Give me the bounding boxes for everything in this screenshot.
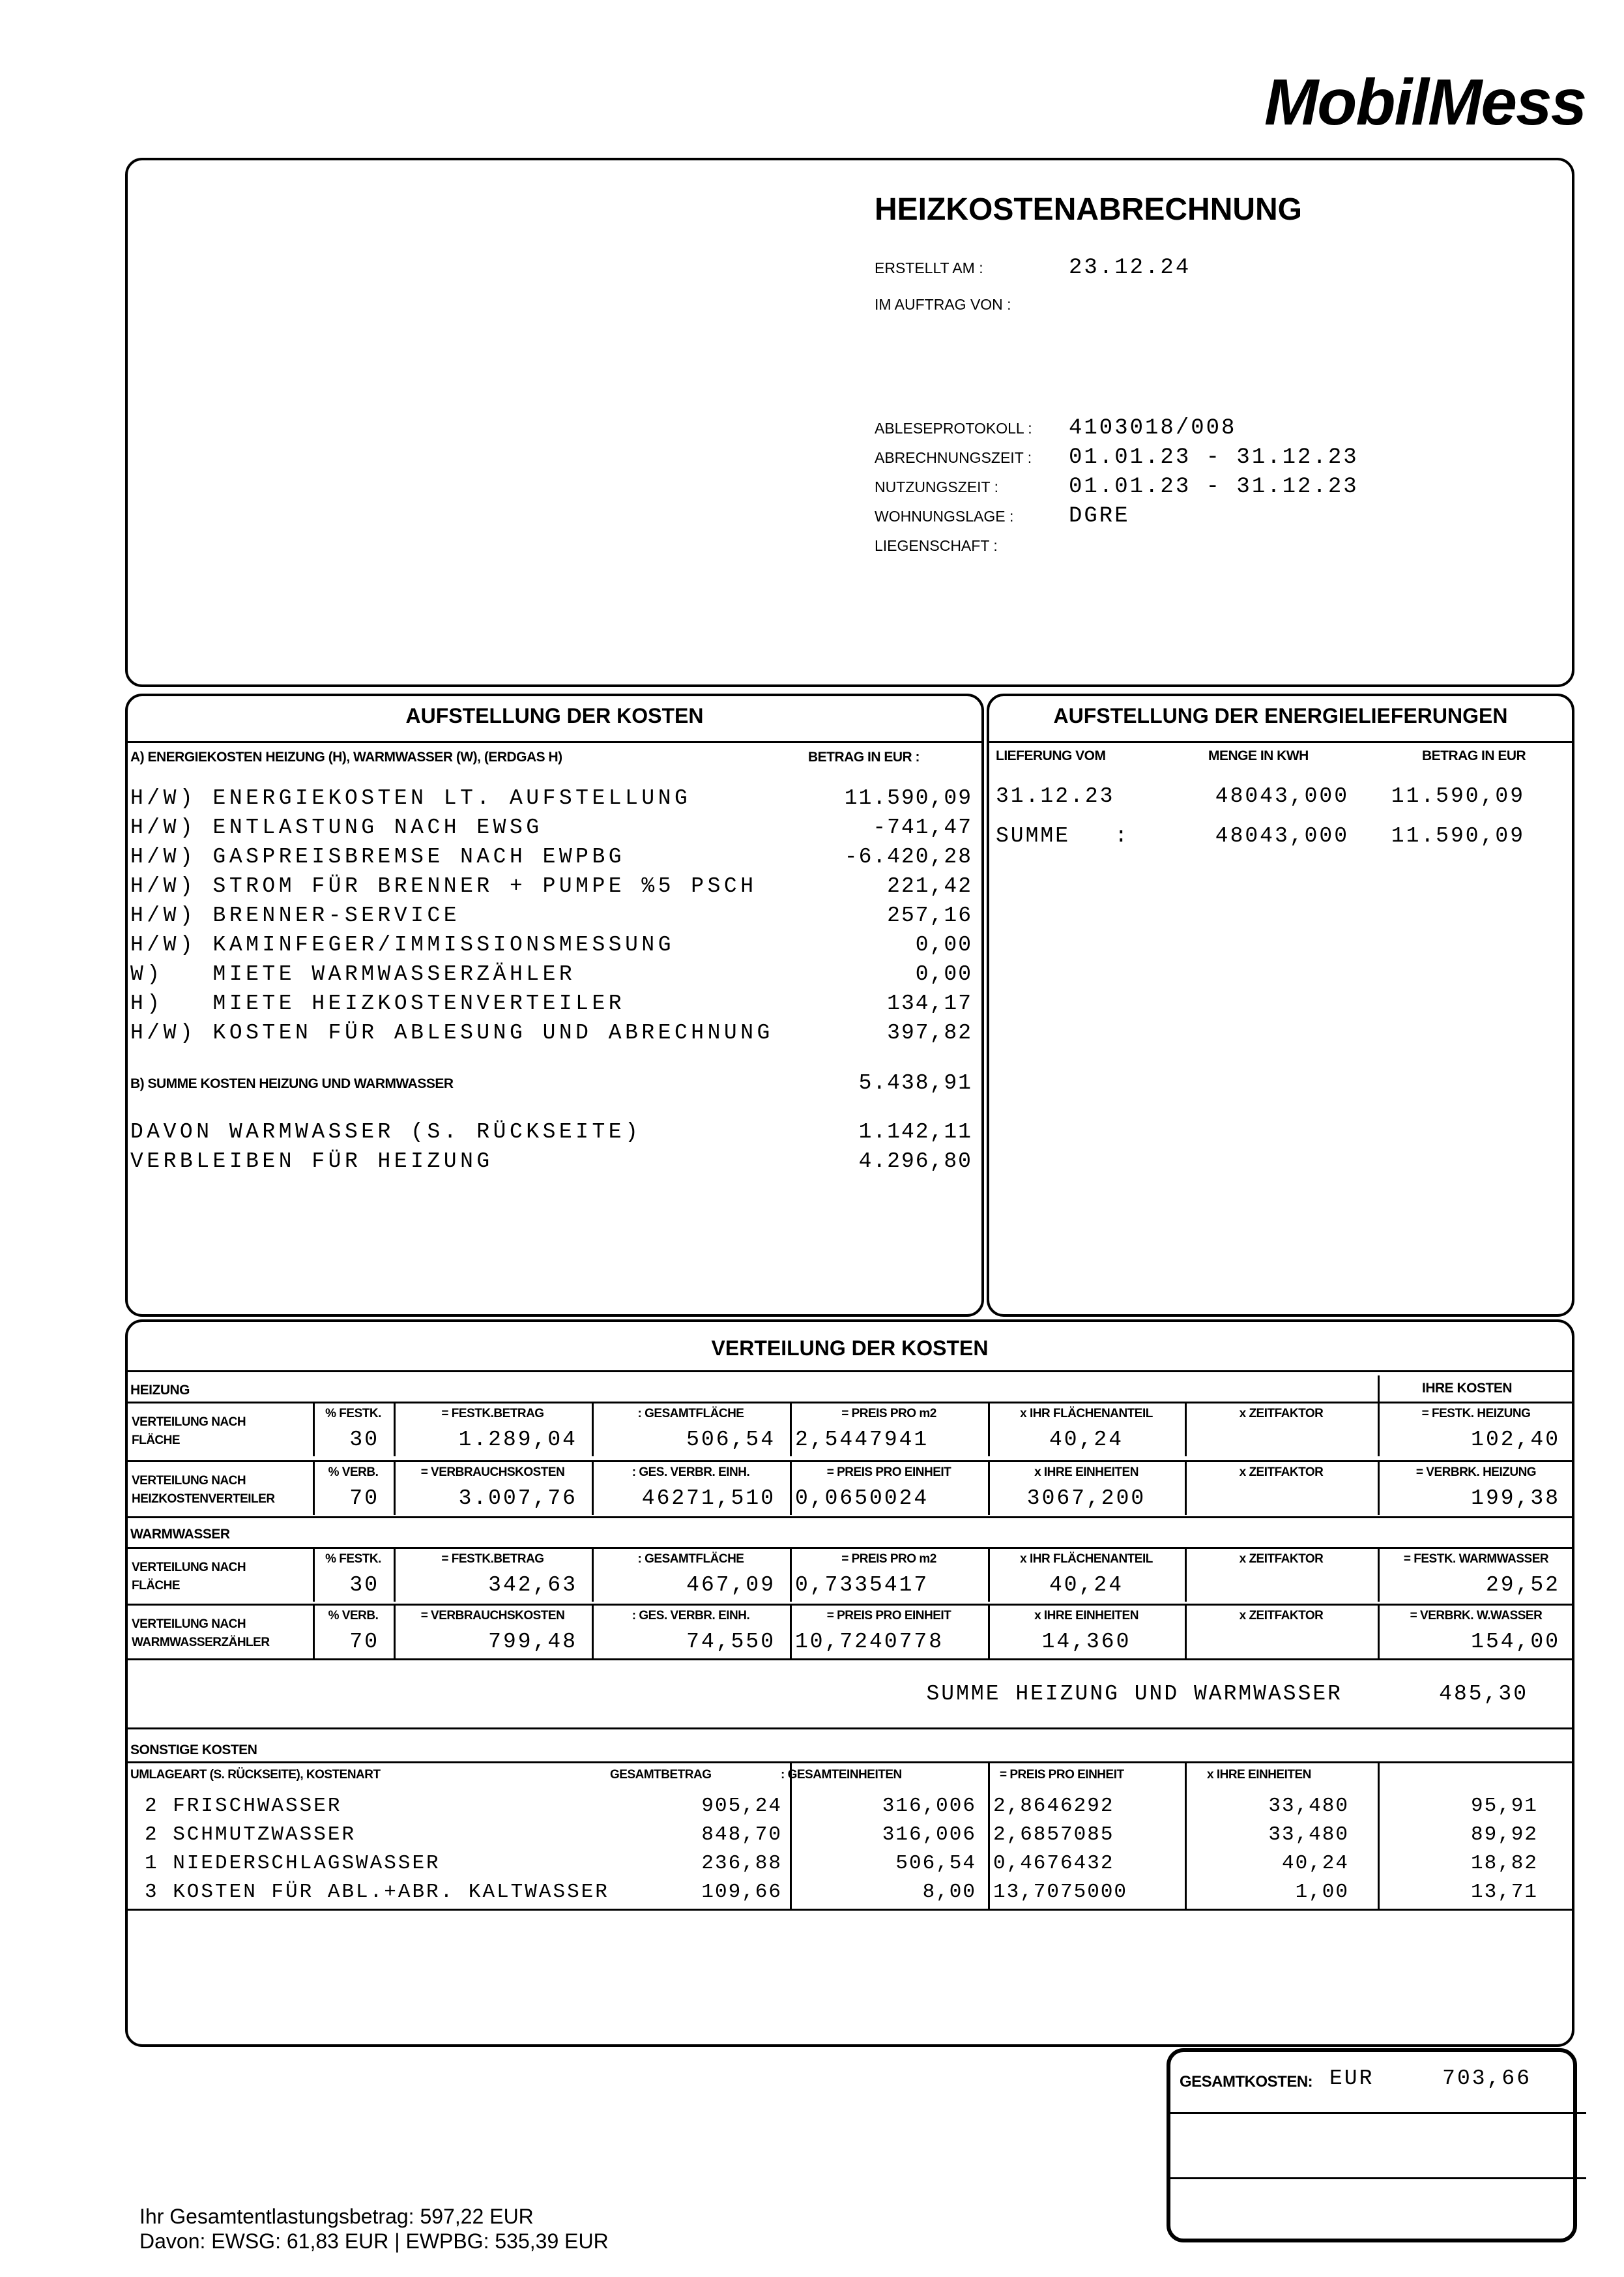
sonstige-preis: 2,8646292 (993, 1795, 1114, 1817)
energie-title: AUFSTELLUNG DER ENERGIELIEFERUNGEN (1053, 704, 1508, 727)
grid-rule (128, 1604, 1574, 1606)
kosten-item-value: 134,17 (887, 992, 972, 1016)
verteilung-value: 70 (349, 1630, 379, 1654)
umlage-heading: UMLAGEART (S. RÜCKSEITE), KOSTENART (130, 1768, 381, 1782)
verteilung-value: 40,24 (1049, 1573, 1124, 1597)
verteilung-row-label (132, 1472, 308, 1508)
gesamteinheiten-heading: : GESAMTEINHEITEN (781, 1768, 902, 1782)
verteilung-col-head: x ZEITFAKTOR (1239, 1407, 1324, 1420)
verteilung-value: 102,40 (1471, 1428, 1560, 1452)
kosten-item-label: H/W) KOSTEN FÜR ABLESUNG UND ABRECHNUNG (130, 1021, 774, 1045)
verteilung-value: 342,63 (488, 1573, 577, 1597)
verteilung-col-head: % FESTK. (325, 1407, 381, 1420)
verbleib-value: 4.296,80 (858, 1149, 972, 1173)
sonstige-divider (1185, 1761, 1187, 1910)
sonstige-kosten: 13,71 (1470, 1881, 1538, 1903)
sonstige-divider (1378, 1761, 1380, 1910)
verteilung-row-label (132, 1615, 308, 1652)
liegenschaft-label: LIEGENSCHAFT : (875, 537, 998, 554)
erstellt-value: 23.12.24 (1069, 256, 1191, 280)
lieferung-heading: LIEFERUNG VOM (996, 748, 1106, 763)
verteilung-value: 14,360 (1041, 1630, 1131, 1654)
brand-logo: MobilMess (1264, 66, 1586, 139)
sonstige-preis: 0,4676432 (993, 1852, 1114, 1875)
erstellt-label: ERSTELLT AM : (875, 259, 983, 276)
kosten-item-value: 0,00 (915, 933, 972, 957)
gesamt-rule-1 (1169, 2112, 1586, 2114)
energie-title-rule (989, 741, 1572, 743)
verteilung-col-head: % FESTK. (325, 1552, 381, 1566)
grid-rule (128, 1547, 1574, 1549)
verbleib-label: VERBLEIBEN FÜR HEIZUNG (130, 1149, 493, 1173)
kosten-item-value: 0,00 (915, 962, 972, 986)
warmwasser-heading: WARMWASSER (130, 1527, 230, 1542)
verteilung-value: 154,00 (1471, 1630, 1560, 1654)
verteilung-label-line1: VERTEILUNG NACH (132, 1617, 246, 1631)
sonstige-einheiten: 316,006 (882, 1795, 976, 1817)
verteilung-col-head: = FESTK. HEIZUNG (1421, 1407, 1531, 1420)
verteilung-title: VERTEILUNG DER KOSTEN (711, 1336, 989, 1360)
sonstige-preis: 2,6857085 (993, 1823, 1114, 1846)
section-a-heading: A) ENERGIEKOSTEN HEIZUNG (H), WARMWASSER (W), (ERDGAS H) (130, 750, 562, 765)
verteilung-value: 199,38 (1471, 1486, 1560, 1510)
verteilung-label-line2: FLÄCHE (132, 1579, 181, 1593)
verteilung-value: 799,48 (488, 1630, 577, 1654)
gesamt-label: GESAMTKOSTEN: (1180, 2073, 1313, 2091)
verteilung-value: 0,7335417 (795, 1573, 929, 1597)
verteilung-row-label (132, 1413, 308, 1450)
abrechnung-value: 01.01.23 - 31.12.23 (1069, 445, 1359, 470)
grid-rule (128, 1402, 1574, 1403)
menge-heading: MENGE IN KWH (1208, 748, 1309, 763)
kosten-item-value: 257,16 (887, 903, 972, 928)
ihre-einheiten-heading: x IHRE EINHEITEN (1207, 1768, 1311, 1782)
verteilung-col-head: = PREIS PRO m2 (841, 1407, 936, 1420)
kosten-item-label: H/W) ENTLASTUNG NACH EWSG (130, 815, 543, 840)
sonstige-einheiten: 506,54 (895, 1852, 976, 1875)
energie-date: 31.12.23 (996, 784, 1115, 808)
sonstige-item-label: 3 KOSTEN FÜR ABL.+ABR. KALTWASSER (145, 1881, 609, 1903)
verteilung-value: 2,5447941 (795, 1428, 929, 1452)
kosten-item-label: H/W) KAMINFEGER/IMMISSIONSMESSUNG (130, 933, 675, 957)
verteilung-label-line2: WARMWASSERZÄHLER (132, 1636, 270, 1649)
verteilung-col-head: = VERBRAUCHSKOSTEN (420, 1465, 565, 1479)
verteilung-value: 46271,510 (641, 1486, 776, 1510)
sonstige-ihre: 33,480 (1268, 1823, 1349, 1846)
verteilung-col-head: = PREIS PRO EINHEIT (826, 1609, 951, 1623)
energie-menge: 48043,000 (1215, 824, 1349, 848)
kosten-item-label: W) MIETE WARMWASSERZÄHLER (130, 962, 576, 986)
gesamt-value: 703,66 (1442, 2066, 1531, 2091)
kosten-title-rule (128, 741, 981, 743)
lage-label: WOHNUNGSLAGE : (875, 508, 1014, 525)
verteilung-col-head: = PREIS PRO m2 (841, 1552, 936, 1566)
betrag-eur-heading: BETRAG IN EUR (1422, 748, 1526, 763)
sonstige-kosten: 18,82 (1470, 1852, 1538, 1875)
verteilung-value: 0,0650024 (795, 1486, 929, 1510)
sonstige-kosten: 89,92 (1470, 1823, 1538, 1846)
sonstige-betrag: 109,66 (701, 1881, 782, 1903)
sonstige-item-label: 1 NIEDERSCHLAGSWASSER (145, 1852, 441, 1875)
verteilung-row-label (132, 1559, 308, 1595)
section-b-heading: B) SUMME KOSTEN HEIZUNG UND WARMWASSER (130, 1076, 454, 1091)
verteilung-value: 40,24 (1049, 1428, 1124, 1452)
sonstige-ihre: 40,24 (1281, 1852, 1349, 1875)
heizung-heading: HEIZUNG (130, 1383, 190, 1398)
footer-entlastung: Ihr Gesamtentlastungsbetrag: 597,22 EUR (139, 2205, 534, 2228)
sonstige-kosten: 95,91 (1470, 1795, 1538, 1817)
verteilung-col-head: x IHR FLÄCHENANTEIL (1020, 1407, 1153, 1420)
kosten-item-value: -741,47 (873, 815, 972, 840)
energie-menge: 48043,000 (1215, 784, 1349, 808)
sonstige-ihre: 1,00 (1295, 1881, 1349, 1903)
verteilung-value: 30 (349, 1428, 379, 1452)
betrag-heading: BETRAG IN EUR : (808, 750, 920, 765)
verteilung-col-head: x ZEITFAKTOR (1239, 1552, 1324, 1566)
gesamt-currency: EUR (1329, 2066, 1374, 2091)
kosten-item-label: H/W) ENERGIEKOSTEN LT. AUFSTELLUNG (130, 786, 691, 810)
sonstige-einheiten: 8,00 (922, 1881, 976, 1903)
kosten-item-value: -6.420,28 (844, 845, 972, 869)
energie-betrag: 11.590,09 (1391, 784, 1525, 808)
kosten-item-label: H/W) BRENNER-SERVICE (130, 903, 461, 928)
verteilung-value: 3.007,76 (458, 1486, 577, 1510)
verteilung-col-head: x IHRE EINHEITEN (1034, 1465, 1138, 1479)
kosten-item-label: H/W) STROM FÜR BRENNER + PUMPE %5 PSCH (130, 874, 757, 898)
grid-rule (128, 1909, 1574, 1911)
verteilung-value: 10,7240778 (795, 1630, 944, 1654)
davon-value: 1.142,11 (858, 1120, 972, 1144)
kosten-item-value: 397,82 (887, 1021, 972, 1045)
verteilung-title-rule (128, 1370, 1574, 1372)
sonstige-ihre: 33,480 (1268, 1795, 1349, 1817)
verteilung-value: 30 (349, 1573, 379, 1597)
verteilung-value: 3067,200 (1026, 1486, 1146, 1510)
verteilung-col-head: : GES. VERBR. EINH. (631, 1465, 750, 1479)
verteilung-col-head: = FESTK.BETRAG (441, 1407, 544, 1420)
grid-rule (128, 1658, 1574, 1660)
footer-davon: Davon: EWSG: 61,83 EUR | EWPBG: 535,39 EUR (139, 2229, 609, 2253)
verteilung-value: 506,54 (686, 1428, 776, 1452)
gesamt-rule-2 (1169, 2177, 1586, 2179)
verteilung-label-line1: VERTEILUNG NACH (132, 1561, 246, 1574)
verteilung-value: 70 (349, 1486, 379, 1510)
sonstige-item-label: 2 FRISCHWASSER (145, 1795, 342, 1817)
verteilung-value: 74,550 (686, 1630, 776, 1654)
header-box (125, 158, 1574, 687)
grid-rule (128, 1761, 1574, 1763)
summe-hw-value: 485,30 (1439, 1682, 1528, 1706)
summe-kosten-value: 5.438,91 (858, 1071, 972, 1095)
verteilung-col-head: = VERBRK. HEIZUNG (1415, 1465, 1537, 1479)
verteilung-value: 1.289,04 (458, 1428, 577, 1452)
verteilung-col-head: % VERB. (328, 1465, 379, 1479)
kosten-item-value: 11.590,09 (844, 786, 972, 810)
grid-rule (128, 1460, 1574, 1462)
sonstige-heading: SONSTIGE KOSTEN (130, 1742, 257, 1757)
sonstige-divider (988, 1761, 990, 1910)
protokoll-label: ABLESEPROTOKOLL : (875, 420, 1032, 437)
verteilung-col-head: = FESTK. WARMWASSER (1403, 1552, 1549, 1566)
nutzung-label: NUTZUNGSZEIT : (875, 478, 998, 495)
kosten-item-value: 221,42 (887, 874, 972, 898)
sonstige-item-label: 2 SCHMUTZWASSER (145, 1823, 356, 1846)
verteilung-col-head: % VERB. (328, 1609, 379, 1623)
sonstige-divider (790, 1761, 792, 1910)
sonstige-einheiten: 316,006 (882, 1823, 976, 1846)
page-title: HEIZKOSTENABRECHNUNG (875, 192, 1303, 227)
verteilung-label-line2: HEIZKOSTENVERTEILER (132, 1492, 275, 1506)
grid-rule (128, 1516, 1574, 1518)
lage-value: DGRE (1069, 504, 1130, 529)
ihre-kosten-heading: IHRE KOSTEN (1422, 1381, 1513, 1396)
kosten-item-label: H) MIETE HEIZKOSTENVERTEILER (130, 992, 626, 1016)
verteilung-col-head: = FESTK.BETRAG (441, 1552, 544, 1566)
energie-date: SUMME : (996, 824, 1130, 848)
verteilung-col-head: : GESAMTFLÄCHE (637, 1552, 744, 1566)
sonstige-betrag: 848,70 (701, 1823, 782, 1846)
kosten-title: AUFSTELLUNG DER KOSTEN (405, 704, 704, 727)
davon-label: DAVON WARMWASSER (S. RÜCKSEITE) (130, 1120, 642, 1144)
nutzung-value: 01.01.23 - 31.12.23 (1069, 475, 1359, 499)
verteilung-col-head: x IHRE EINHEITEN (1034, 1609, 1138, 1623)
kosten-item-label: H/W) GASPREISBREMSE NACH EWPBG (130, 845, 626, 869)
verteilung-label-line1: VERTEILUNG NACH (132, 1415, 246, 1429)
protokoll-value: 4103018/008 (1069, 416, 1237, 441)
verteilung-col-head: x ZEITFAKTOR (1239, 1465, 1324, 1479)
summe-hw-label: SUMME HEIZUNG UND WARMWASSER (926, 1682, 1342, 1706)
preis-einheit-heading: = PREIS PRO EINHEIT (1000, 1768, 1124, 1782)
sonstige-betrag: 236,88 (701, 1852, 782, 1875)
grid-divider (1378, 1375, 1380, 1402)
energie-betrag: 11.590,09 (1391, 824, 1525, 848)
gesamtbetrag-heading: GESAMTBETRAG (610, 1768, 712, 1782)
verteilung-col-head: = VERBRAUCHSKOSTEN (420, 1609, 565, 1623)
auftrag-label: IM AUFTRAG VON : (875, 296, 1011, 313)
sonstige-betrag: 905,24 (701, 1795, 782, 1817)
verteilung-col-head: = VERBRK. W.WASSER (1410, 1609, 1543, 1623)
verteilung-value: 467,09 (686, 1573, 776, 1597)
verteilung-col-head: = PREIS PRO EINHEIT (826, 1465, 951, 1479)
verteilung-label-line1: VERTEILUNG NACH (132, 1474, 246, 1488)
abrechnung-label: ABRECHNUNGSZEIT : (875, 449, 1032, 466)
verteilung-label-line2: FLÄCHE (132, 1433, 181, 1447)
verteilung-col-head: : GESAMTFLÄCHE (637, 1407, 744, 1420)
verteilung-col-head: : GES. VERBR. EINH. (631, 1609, 750, 1623)
verteilung-col-head: x IHR FLÄCHENANTEIL (1020, 1552, 1153, 1566)
verteilung-col-head: x ZEITFAKTOR (1239, 1609, 1324, 1623)
grid-rule (128, 1727, 1574, 1729)
verteilung-value: 29,52 (1485, 1573, 1560, 1597)
sonstige-preis: 13,7075000 (993, 1881, 1128, 1903)
